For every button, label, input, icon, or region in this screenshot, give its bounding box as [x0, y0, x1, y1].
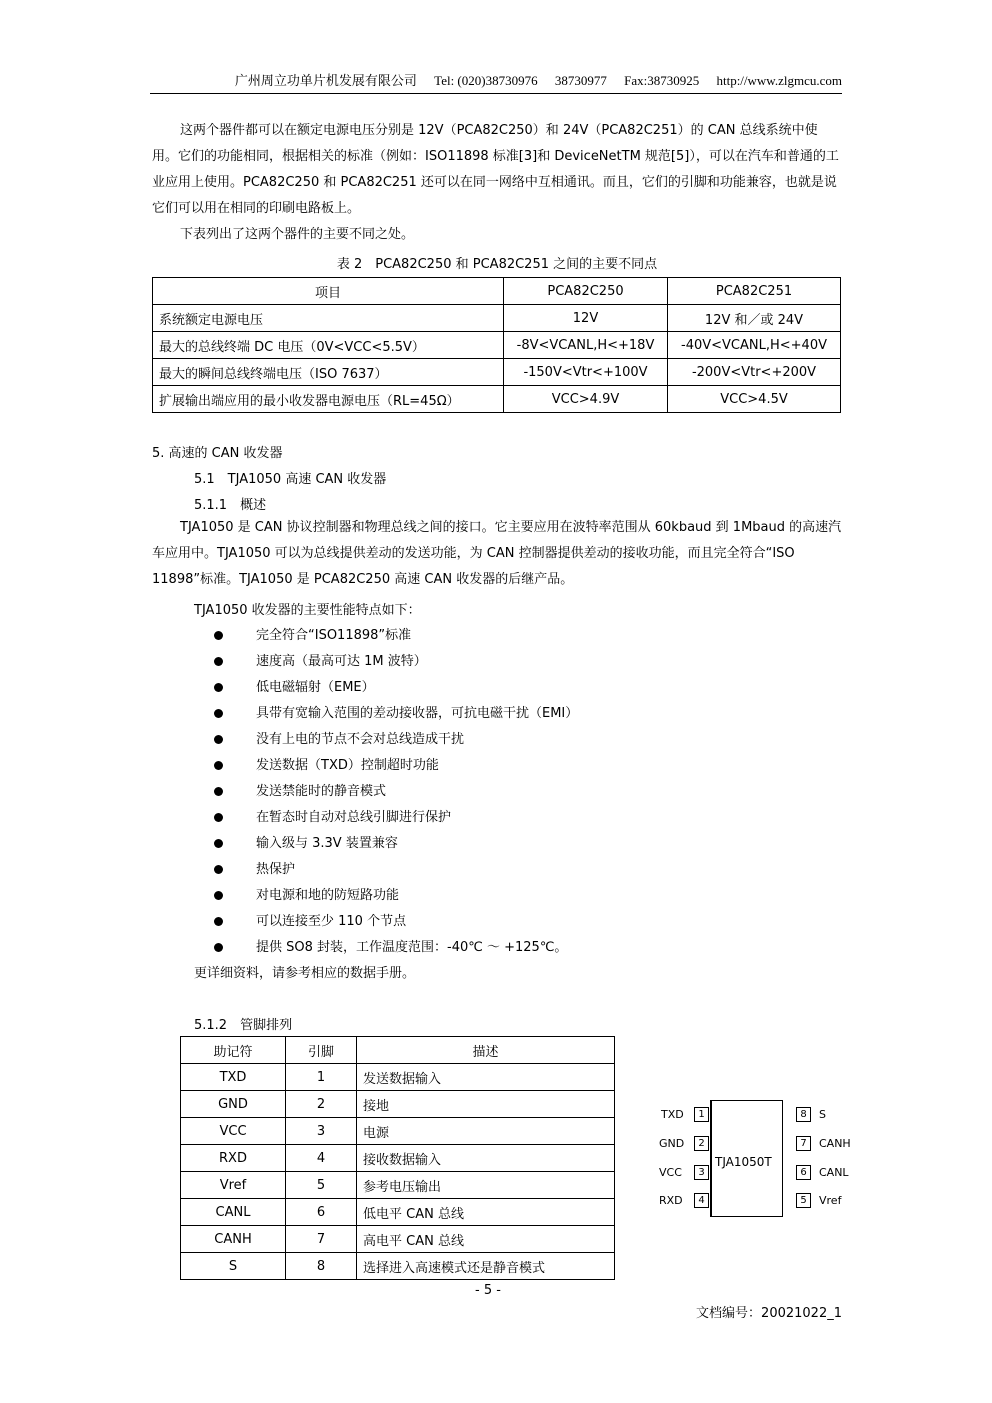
bullet-icon — [214, 917, 223, 926]
page-number: - 5 - — [475, 1283, 501, 1298]
table-cell: -40V<VCANL,H<+40V — [668, 332, 841, 359]
chip-pin-number: 4 — [694, 1193, 709, 1208]
bullet-icon — [214, 787, 223, 796]
pin-mnemonic: S — [181, 1253, 286, 1280]
col-header: 项目 — [153, 278, 504, 305]
table-row — [153, 386, 841, 413]
bullet-icon — [214, 631, 223, 640]
feature-item — [214, 624, 411, 643]
col-header: PCA82C251 — [668, 278, 841, 305]
chip-pin-number: 3 — [694, 1165, 709, 1180]
table-row — [181, 1172, 615, 1199]
bullet-icon — [214, 839, 223, 848]
section-5-1-2-heading: 5.1.2 管脚排列 — [194, 1018, 293, 1033]
section-5-heading: 5. 高速的 CAN 收发器 — [152, 446, 283, 461]
feature-text: 发送数据（TXD）控制超时功能 — [256, 758, 439, 773]
pin-description: 选择进入高速模式还是静音模式 — [357, 1253, 615, 1280]
table-cell: 扩展输出端应用的最小收发器电源电压（RL=45Ω） — [153, 386, 504, 413]
feature-text: 提供 SO8 封装，工作温度范围：-40℃ ～ +125℃。 — [256, 940, 568, 955]
more-info: 更详细资料，请参考相应的数据手册。 — [194, 966, 416, 981]
feature-text: 对电源和地的防短路功能 — [256, 888, 400, 903]
col-header: PCA82C250 — [504, 278, 668, 305]
feature-item — [214, 936, 567, 955]
pin-number: 4 — [286, 1145, 357, 1172]
table-cell: 12V — [504, 305, 668, 332]
document-number: 文档编号：20021022_1 — [696, 1306, 842, 1321]
bullet-icon — [214, 657, 223, 666]
table-row — [153, 359, 841, 386]
table-row — [181, 1064, 615, 1091]
header-fax: Fax:38730925 — [624, 73, 700, 88]
chip-pin-number: 8 — [796, 1107, 811, 1122]
chip-pin-label: CANL — [819, 1166, 849, 1179]
table-cell: 系统额定电源电压 — [153, 305, 504, 332]
pin-description: 接地 — [357, 1091, 615, 1118]
pin-description: 接收数据输入 — [357, 1145, 615, 1172]
col-header: 引脚 — [286, 1037, 357, 1064]
table2-caption: 表 2 PCA82C250 和 PCA82C251 之间的主要不同点 — [336, 257, 658, 272]
feature-text: 具带有宽输入范围的差动接收器，可抗电磁干扰（EMI） — [256, 706, 579, 721]
bullet-icon — [214, 943, 223, 952]
chip-pinout-diagram — [655, 1095, 865, 1225]
pin-description: 高电平 CAN 总线 — [357, 1226, 615, 1253]
intro-paragraph: 这两个器件都可以在额定电源电压分别是 12V（PCA82C250）和 24V（PCA82C251）的 CAN 总线系统中使用。它们的功能相同，根据相关的标准（例如：ISO11898 标准[3]和 DeviceNetTM 规范[5]），可以在汽车和普通的工业应用上使用。PCA82C250 和 PCA82C251 还可以在同一网络中互相通讯。而且，它们的引脚和功能兼容，也就是说它们可以用在相同的印刷电路板上。 — [152, 123, 839, 216]
pin-mnemonic: GND — [181, 1091, 286, 1118]
feature-item — [214, 754, 439, 773]
pin-description: 发送数据输入 — [357, 1064, 615, 1091]
feature-item — [214, 702, 578, 721]
table-cell: VCC>4.9V — [504, 386, 668, 413]
feature-text: 热保护 — [256, 862, 296, 877]
col-header: 描述 — [357, 1037, 615, 1064]
table-row — [181, 1253, 615, 1280]
chip-pin-label: S — [819, 1108, 826, 1121]
chip-pin-label: GND — [659, 1137, 685, 1150]
pin-mnemonic: CANH — [181, 1226, 286, 1253]
pin-table — [180, 1036, 615, 1280]
feature-item — [214, 676, 375, 695]
table-lead: 下表列出了这两个器件的主要不同之处。 — [180, 227, 415, 242]
table-row — [181, 1118, 615, 1145]
feature-item — [214, 910, 406, 929]
bullet-icon — [214, 735, 223, 744]
chip-pin-label: TXD — [661, 1108, 684, 1121]
pin-mnemonic: Vref — [181, 1172, 286, 1199]
feature-item — [214, 728, 464, 747]
feature-item — [214, 780, 386, 799]
header-url: http://www.zlgmcu.com — [716, 73, 842, 88]
feature-item — [214, 858, 295, 877]
bullet-icon — [214, 709, 223, 718]
table-row — [153, 305, 841, 332]
pin-number: 2 — [286, 1091, 357, 1118]
chip-pin-number: 6 — [796, 1165, 811, 1180]
feature-text: 低电磁辐射（EME） — [256, 680, 375, 695]
pin-description: 低电平 CAN 总线 — [357, 1199, 615, 1226]
chip-pin-number: 1 — [694, 1107, 709, 1122]
feature-text: 速度高（最高可达 1M 波特） — [256, 654, 427, 669]
feature-item — [214, 806, 451, 825]
pin-mnemonic: CANL — [181, 1199, 286, 1226]
chip-pin-label: VCC — [659, 1166, 682, 1179]
pin-mnemonic: RXD — [181, 1145, 286, 1172]
bullet-icon — [214, 813, 223, 822]
pin-number: 5 — [286, 1172, 357, 1199]
chip-pin-number: 5 — [796, 1193, 811, 1208]
pin-mnemonic: VCC — [181, 1118, 286, 1145]
table-header-row — [153, 278, 841, 305]
chip-pin-number: 7 — [796, 1136, 811, 1151]
table-cell: -200V<Vtr<+200V — [668, 359, 841, 386]
pin-number: 8 — [286, 1253, 357, 1280]
table-cell: -8V<VCANL,H<+18V — [504, 332, 668, 359]
table-cell: 12V 和／或 24V — [668, 305, 841, 332]
chip-name: TJA1050T — [715, 1155, 772, 1169]
table-row — [181, 1145, 615, 1172]
section-5-1-1-heading: 5.1.1 概述 — [194, 498, 267, 513]
pin-mnemonic: TXD — [181, 1064, 286, 1091]
feature-item — [214, 832, 398, 851]
comparison-table — [152, 277, 841, 413]
features-lead: TJA1050 收发器的主要性能特点如下： — [194, 603, 421, 618]
pin-description: 参考电压输出 — [357, 1172, 615, 1199]
header-company: 广州周立功单片机发展有限公司 — [234, 73, 417, 88]
table-row — [181, 1226, 615, 1253]
pin-number: 1 — [286, 1064, 357, 1091]
feature-text: 发送禁能时的静音模式 — [256, 784, 387, 799]
header-tel2: 38730977 — [554, 73, 607, 88]
chip-pin-label: CANH — [819, 1137, 851, 1150]
bullet-icon — [214, 761, 223, 770]
pin-number: 6 — [286, 1199, 357, 1226]
table-cell: -150V<Vtr<+100V — [504, 359, 668, 386]
bullet-icon — [214, 891, 223, 900]
pin-number: 3 — [286, 1118, 357, 1145]
page-header — [150, 70, 842, 94]
overview-paragraph: TJA1050 是 CAN 协议控制器和物理总线之间的接口。它主要应用在波特率范围从 60kbaud 到 1Mbaud 的高速汽车应用中。TJA1050 可以为总线提供差动的发送功能，为 CAN 控制器提供差动的接收功能，而且完全符合“ISO 11898”标准。TJA1050 是 PCA82C250 高速 CAN 收发器的后继产品。 — [152, 520, 842, 587]
chip-pin-label: RXD — [659, 1194, 683, 1207]
table-row — [181, 1199, 615, 1226]
bullet-icon — [214, 683, 223, 692]
feature-text: 输入级与 3.3V 装置兼容 — [256, 836, 398, 851]
col-header: 助记符 — [181, 1037, 286, 1064]
table-row — [181, 1091, 615, 1118]
feature-text: 完全符合“ISO11898”标准 — [256, 628, 412, 643]
table-row — [153, 332, 841, 359]
pin-description: 电源 — [357, 1118, 615, 1145]
chip-pin-label: Vref — [819, 1194, 842, 1207]
bullet-icon — [214, 865, 223, 874]
table-header-row — [181, 1037, 615, 1064]
table-cell: 最大的总线终端 DC 电压（0V<VCC<5.5V） — [153, 332, 504, 359]
chip-pin-number: 2 — [694, 1136, 709, 1151]
feature-text: 可以连接至少 110 个节点 — [256, 914, 407, 929]
feature-text: 没有上电的节点不会对总线造成干扰 — [256, 732, 465, 747]
feature-text: 在暂态时自动对总线引脚进行保护 — [256, 810, 452, 825]
table-cell: VCC>4.5V — [668, 386, 841, 413]
feature-item — [214, 650, 427, 669]
table-cell: 最大的瞬间总线终端电压（ISO 7637） — [153, 359, 504, 386]
pin-number: 7 — [286, 1226, 357, 1253]
header-tel: Tel: (020)38730976 — [434, 73, 538, 88]
section-5-1-heading: 5.1 TJA1050 高速 CAN 收发器 — [194, 472, 387, 487]
feature-item — [214, 884, 399, 903]
